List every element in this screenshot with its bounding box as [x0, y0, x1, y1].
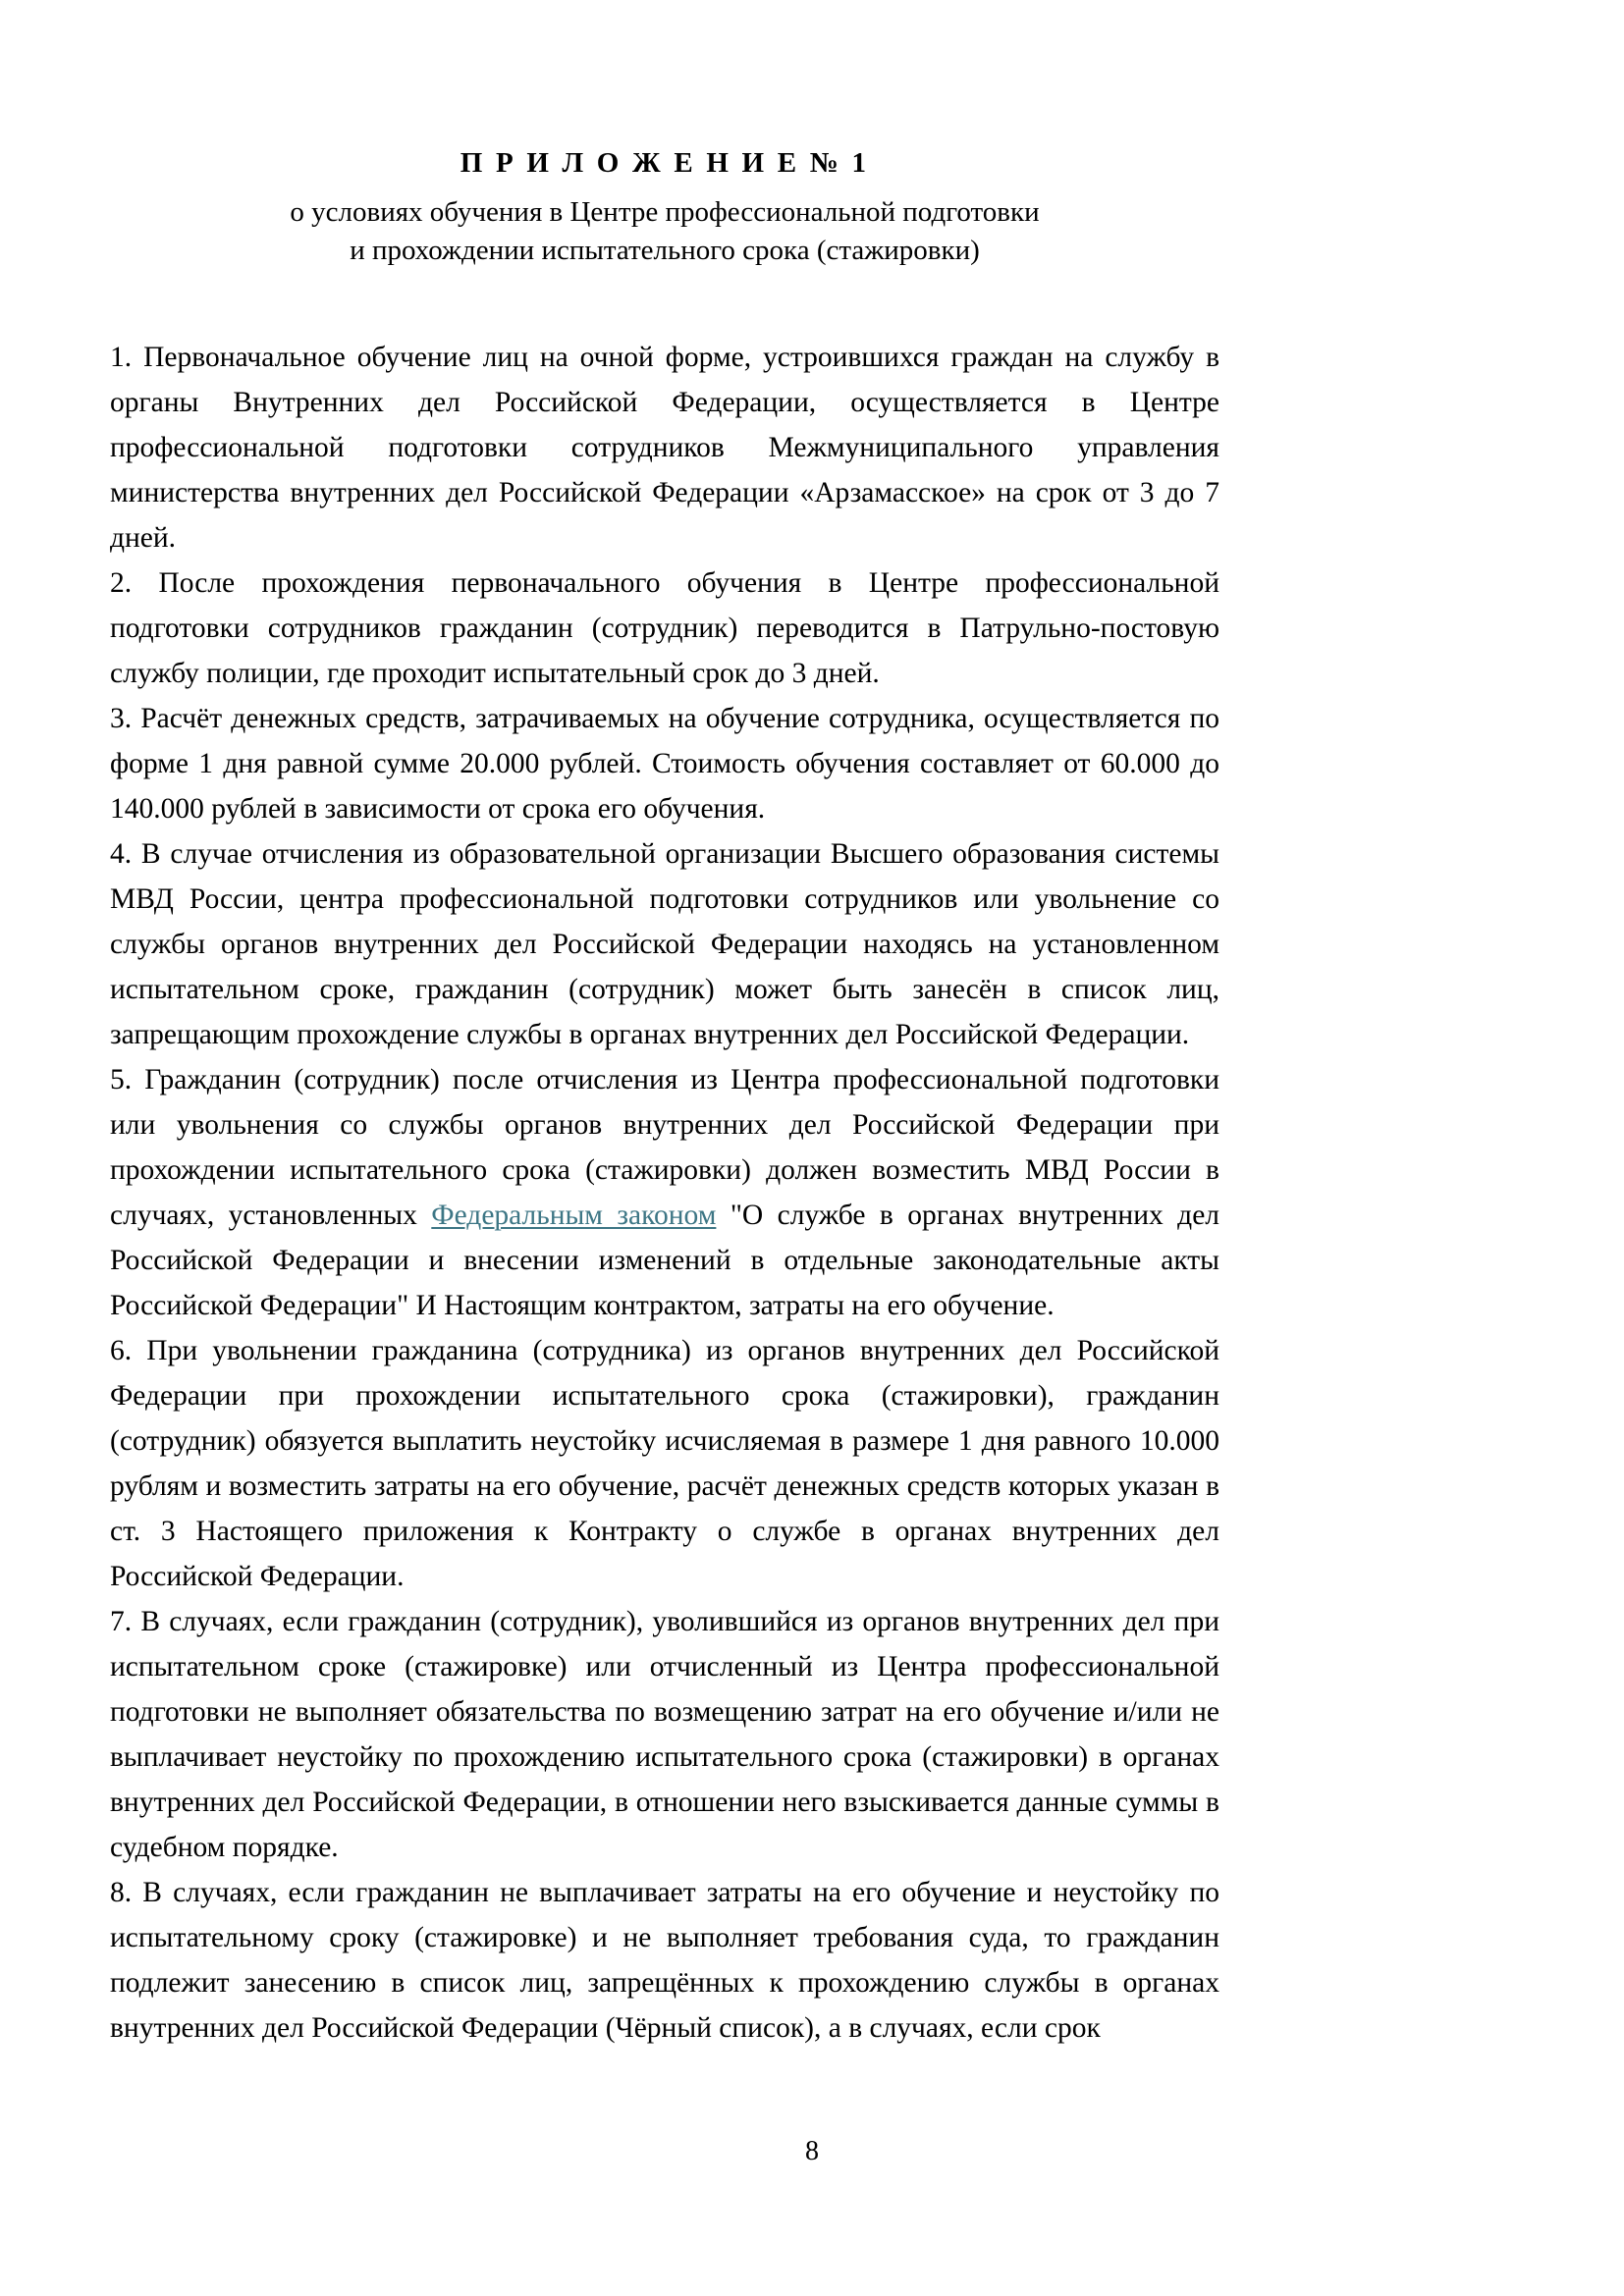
clause-text-5-before-link: 5. Гражданин (сотрудник) после отчисления из Центра профессиональной подготовки или увольнения со службы органов внутренних дел Российской Федерации при прохождении испытательного срока (стажировки) должен возместить МВД России в случаях, установленных: [110, 1064, 1219, 1232]
clause-text-3: 3. Расчёт денежных средств, затрачиваемых на обучение сотрудника, осуществляется по форме 1 дня равной сумме 20.000 рублей. Стоимость обучения составляет от 60.000 до 140.000 рублей в зависимости от срока его обучения.: [110, 703, 1219, 826]
clause-text-6: 6. При увольнении гражданина (сотрудника) из органов внутренних дел Российской Федерации при прохождении испытательного срока (стажировки), гражданин (сотрудник) обязуется выплатить неустойку исчисляемая в размере 1 дня равного 10.000 рублям и возместить затраты на его обучение, расчёт денежных средств которых указан в ст. 3 Настоящего приложения к Контракту о службе в органах внутренних дел Российской Федерации.: [110, 1335, 1219, 1593]
clause-text-5-after-link: "О службе в органах внутренних дел Российской Федерации и внесении изменений в отдельные законодательные акты Российской Федерации" И Настоящим контрактом, затраты на его обучение.: [110, 1200, 1220, 1322]
clause-paragraph-8: [110, 1870, 1219, 2051]
clause-text-2: 2. После прохождения первоначального обучения в Центре профессиональной подготовки сотрудников гражданин (сотрудник) переводится в Патрульно-постовую службу полиции, где проходит испытательный срок до 3 дней.: [110, 567, 1219, 690]
federal-law-link[interactable]: Федеральным законом: [431, 1200, 717, 1232]
clause-text-7: 7. В случаях, если гражданин (сотрудник), уволившийся из органов внутренних дел при испытательном сроке (стажировке) или отчисленный из Центра профессиональной подготовки не выполняет обязательства по возмещению затрат на его обучение и/или не выплачивает неустойку по прохождению испытательного срока (стажировки) в органах внутренних дел Российской Федерации, в отношении него взыскивается данные суммы в судебном порядке.: [110, 1606, 1219, 1864]
document-heading: [110, 0, 1219, 270]
document-body: [110, 335, 1219, 2051]
clause-paragraph-7: [110, 1599, 1219, 1870]
document-subtitle-line-1: о условиях обучения в Центре профессиональной подготовки: [290, 195, 1040, 228]
page-title: П Р И Л О Ж Е Н И Е № 1: [460, 147, 870, 179]
clause-paragraph-2: [110, 561, 1219, 696]
clause-paragraph-3: [110, 696, 1219, 831]
clause-paragraph-5: [110, 1057, 1219, 1328]
clause-text-8: 8. В случаях, если гражданин не выплачивает затраты на его обучение и неустойку по испытательному сроку (стажировке) и не выполняет требования суда, то гражданин подлежит занесению в список лиц, запрещённых к прохождению службы в органах внутренних дел Российской Федерации (Чёрный список), а в случаях, если срок: [110, 1877, 1219, 2045]
clause-paragraph-6: [110, 1328, 1219, 1599]
clause-paragraph-1: [110, 335, 1219, 561]
clause-paragraph-4: [110, 831, 1219, 1057]
document-content: [110, 0, 1219, 2051]
clause-text-4: 4. В случае отчисления из образовательной организации Высшего образования системы МВД России, центра профессиональной подготовки сотрудников или увольнение со службы органов внутренних дел Российской Федерации находясь на установленном испытательном сроке, гражданин (сотрудник) может быть занесён в список лиц, запрещающим прохождение службы в органах внутренних дел Российской Федерации.: [110, 838, 1219, 1051]
clause-text-1: 1. Первоначальное обучение лиц на очной форме, устроившихся граждан на службу в органы Внутренних дел Российской Федерации, осуществляется в Центре профессиональной подготовки сотрудников Межмуниципального управления министерства внутренних дел Российской Федерации «Арзамасское» на срок от 3 до 7 дней.: [110, 342, 1219, 555]
page-number: 8: [805, 2136, 819, 2166]
document-subtitle-line-2: и прохождении испытательного срока (стажировки): [350, 234, 980, 266]
